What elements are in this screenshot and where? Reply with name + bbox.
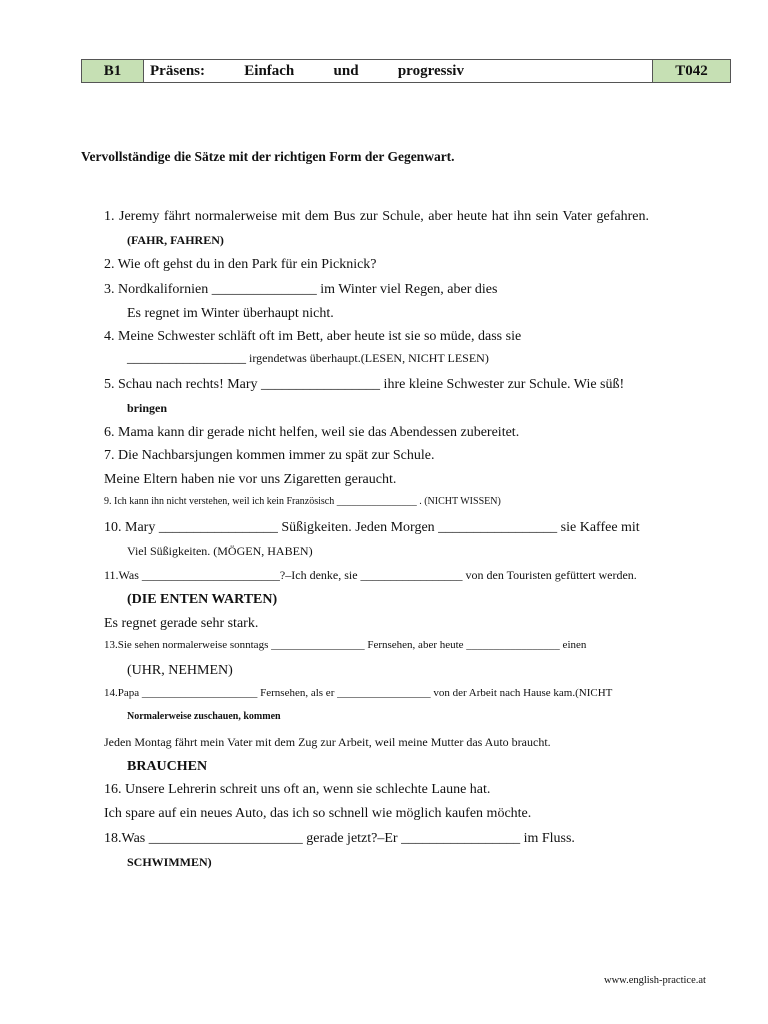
worksheet-title	[144, 60, 652, 82]
title-word: progressiv	[397, 62, 464, 79]
footer-url: www.english-practice.at	[604, 975, 706, 986]
exercise-line: Meine Eltern haben nie vor uns Zigaretten geraucht.	[104, 472, 397, 487]
exercise-line: 9. Ich kann ihn nicht verstehen, weil ich kein Französisch ________________ . (NICHT WISSEN)	[104, 496, 501, 507]
exercise-hint: (DIE ENTEN WARTEN)	[127, 592, 278, 607]
exercise-line: 7. Die Nachbarsjungen kommen immer zu spät zur Schule.	[104, 448, 435, 463]
exercise-line: 5. Schau nach rechts! Mary _________________ ihre kleine Schwester zur Schule. Wie süß!	[104, 377, 625, 392]
exercise-hint: (UHR, NEHMEN)	[127, 663, 233, 678]
exercise-line: 10. Mary _________________ Süßigkeiten. Jeden Morgen _________________ sie Kaffee mit	[104, 520, 640, 535]
exercise-line: 3. Nordkalifornien _______________ im Winter viel Regen, aber dies	[104, 282, 498, 297]
exercise-line: Viel Süßigkeiten. (MÖGEN, HABEN)	[127, 544, 313, 558]
exercise-line: 2. Wie oft gehst du in den Park für ein Picknick?	[104, 257, 377, 272]
exercise-line: Es regnet gerade sehr stark.	[104, 616, 259, 631]
title-word: Einfach	[244, 62, 295, 79]
exercise-hint: irgendetwas überhaupt.(LESEN, NICHT LESEN)	[246, 351, 489, 365]
exercise-line: 18.Was ______________________ gerade jetzt?–Er _________________ im Fluss.	[104, 831, 575, 846]
instruction: Vervollständige die Sätze mit der richtigen Form der Gegenwart.	[81, 149, 455, 164]
exercise-line: 14.Papa _____________________ Fernsehen, als er _________________ von der Arbeit nach Hause kam.(NICHT	[104, 687, 613, 699]
exercise-line	[127, 351, 489, 367]
exercise-hint: Normalerweise zuschauen, kommen	[127, 711, 281, 722]
answer-blank: _________________	[127, 351, 246, 366]
exercise-line: 11.Was _______________________?–Ich denke, sie _________________ von den Touristen gefüttert werden.	[104, 568, 637, 582]
exercise-line: 13.Sie sehen normalerweise sonntags _________________ Fernsehen, aber heute _________________ einen	[104, 639, 587, 651]
exercise-hint: SCHWIMMEN)	[127, 855, 212, 869]
exercise-line: Jeden Montag fährt mein Vater mit dem Zug zur Arbeit, weil meine Mutter das Auto braucht.	[104, 735, 551, 749]
exercise-line: 4. Meine Schwester schläft oft im Bett, aber heute ist sie so müde, dass sie	[104, 329, 522, 344]
title-word: Präsens:	[150, 62, 205, 79]
exercise-line: 6. Mama kann dir gerade nicht helfen, weil sie das Abendessen zubereitet.	[104, 425, 520, 440]
title-word: und	[333, 62, 359, 79]
exercise-line: Ich spare auf ein neues Auto, das ich so schnell wie möglich kaufen möchte.	[104, 806, 532, 821]
exercise-hint: (FAHR, FAHREN)	[127, 233, 224, 247]
exercise-hint: bringen	[127, 401, 168, 415]
level-badge: B1	[82, 60, 144, 82]
exercise-line: 1. Jeremy fährt normalerweise mit dem Bus zur Schule, aber heute hat ihn sein Vater gefahren.	[104, 209, 650, 224]
exercise-line: 16. Unsere Lehrerin schreit uns oft an, wenn sie schlechte Laune hat.	[104, 782, 491, 797]
exercise-hint: BRAUCHEN	[127, 759, 208, 774]
exercise-line: Es regnet im Winter überhaupt nicht.	[127, 306, 334, 321]
worksheet-header	[81, 59, 731, 83]
worksheet-code: T042	[652, 60, 730, 82]
